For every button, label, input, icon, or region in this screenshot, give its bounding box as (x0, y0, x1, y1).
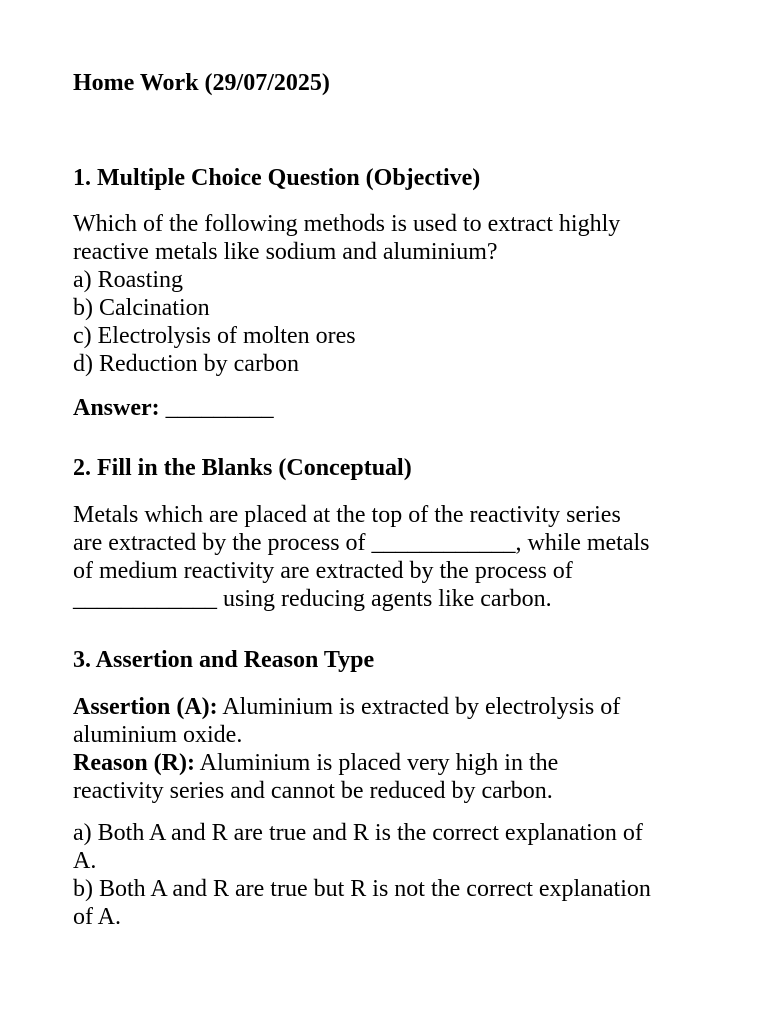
q1-question-line: reactive metals like sodium and aluminium? (73, 239, 498, 265)
q1-option-c: c) Electrolysis of molten ores (73, 323, 356, 349)
q1-answer-label: Answer: (73, 395, 160, 421)
q1-question-line: Which of the following methods is used to extract highly (73, 211, 621, 237)
q3-option-a-cont: A. (73, 848, 97, 874)
q1-option-a: a) Roasting (73, 267, 183, 293)
q2-line: are extracted by the process of ____________, while metals (73, 530, 650, 556)
q3-statements (73, 693, 713, 805)
q1-question (73, 210, 713, 378)
q3-reason-text: Aluminium is placed very high in the (199, 750, 559, 776)
q2-line: Metals which are placed at the top of the reactivity series (73, 502, 621, 528)
q2-paragraph (73, 501, 713, 613)
q1-answer-blank: _________ (165, 395, 274, 421)
q2-line: ____________ using reducing agents like carbon. (73, 586, 552, 612)
q1-heading: 1. Multiple Choice Question (Objective) (73, 165, 481, 191)
q3-heading: 3. Assertion and Reason Type (73, 647, 375, 673)
q3-reason (73, 749, 713, 777)
page-title: Home Work (29/07/2025) (73, 70, 330, 96)
q3-reason-label: Reason (R): (73, 750, 195, 776)
q3-assertion (73, 693, 713, 721)
q2-line: of medium reactivity are extracted by the process of (73, 558, 573, 584)
q3-options (73, 819, 713, 931)
q1-option-b: b) Calcination (73, 295, 210, 321)
q3-assertion-cont: aluminium oxide. (73, 722, 243, 748)
q1-option-d: d) Reduction by carbon (73, 351, 299, 377)
q3-option-b: b) Both A and R are true but R is not the correct explanation (73, 876, 651, 902)
q3-reason-cont: reactivity series and cannot be reduced by carbon. (73, 778, 553, 804)
q3-option-a: a) Both A and R are true and R is the correct explanation of (73, 820, 643, 846)
q2-heading: 2. Fill in the Blanks (Conceptual) (73, 455, 412, 481)
q1-answer (73, 394, 713, 422)
q3-assertion-label: Assertion (A): (73, 694, 218, 720)
q3-option-b-cont: of A. (73, 904, 121, 930)
q3-assertion-text: Aluminium is extracted by electrolysis of (222, 694, 621, 720)
